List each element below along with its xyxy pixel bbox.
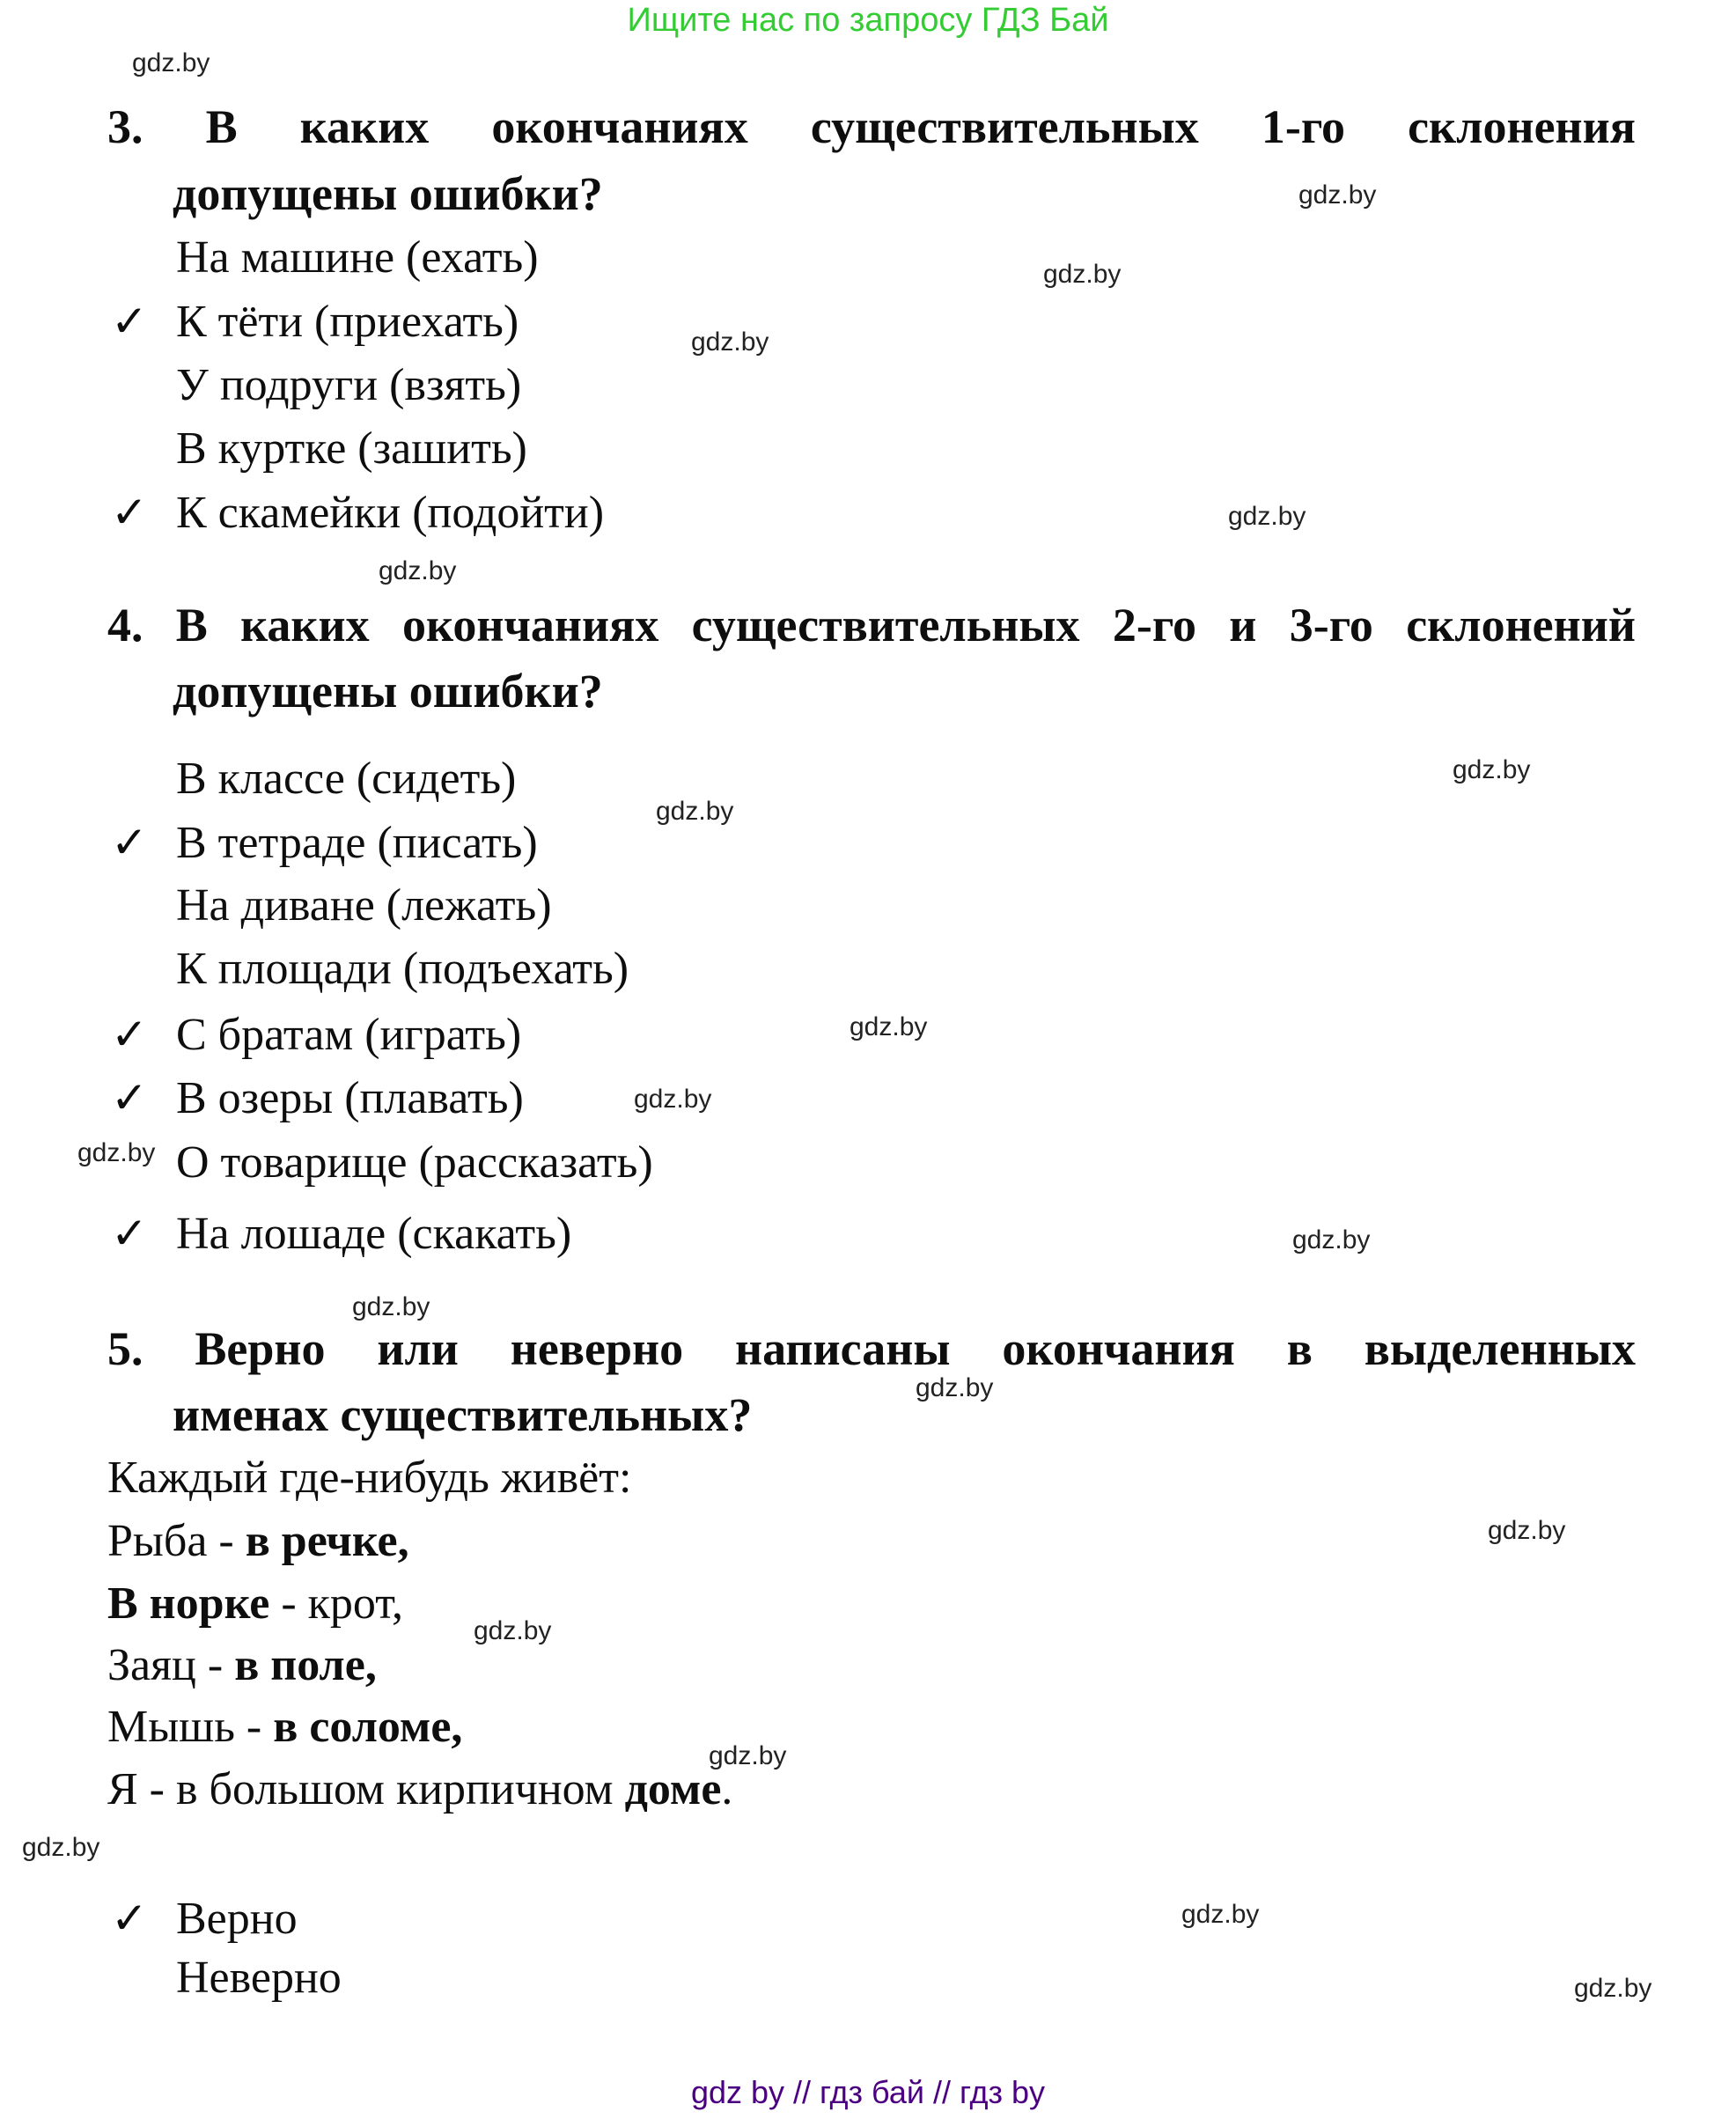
sentence-fish [107, 1516, 409, 1567]
watermark-gdzby: gdz.by [1453, 755, 1531, 784]
question-5-title-line1: 5. Верно или неверно написаны окончания в выделенных [107, 1322, 1636, 1375]
q4-option-5 [111, 1009, 521, 1061]
checkmark-icon: ✓ [111, 1893, 148, 1944]
watermark-gdzby: gdz.by [1228, 502, 1306, 531]
footer-watermark: gdz by // гдз бай // гдз by [690, 2074, 1046, 2110]
watermark-gdzby: gdz.by [1292, 1225, 1371, 1254]
q4-option-3 [111, 880, 552, 931]
watermark-gdzby: gdz.by [634, 1085, 712, 1114]
watermark-gdzby: gdz.by [1043, 260, 1122, 289]
q3-option-2 [111, 296, 519, 348]
sentence-text: Мышь - [107, 1702, 274, 1752]
sentence-text: - крот, [269, 1578, 404, 1629]
q5-option-false [111, 1953, 342, 2004]
option-label: У подруги (взять) [176, 360, 522, 410]
q4-option-7 [111, 1137, 653, 1188]
checkmark-icon: ✓ [111, 296, 148, 347]
sentence-text-bold: доме [624, 1764, 722, 1814]
option-label: Верно [176, 1894, 298, 1944]
watermark-gdzby: gdz.by [132, 48, 210, 77]
q4-option-6 [111, 1072, 524, 1124]
sentence-me [107, 1764, 732, 1815]
watermark-gdzby: gdz.by [691, 327, 769, 357]
sentence-text-bold: в соломе, [273, 1702, 463, 1752]
option-label: О товарище (рассказать) [176, 1137, 653, 1188]
checkmark-icon: ✓ [111, 1208, 148, 1259]
option-label: К скамейки (подойти) [176, 488, 605, 538]
q4-option-4 [111, 944, 629, 995]
watermark-gdzby: gdz.by [916, 1373, 994, 1402]
watermark-gdzby: gdz.by [22, 1833, 100, 1862]
sentence-text: . [721, 1764, 733, 1814]
watermark-gdzby: gdz.by [656, 797, 734, 826]
sentence-text: Заяц - [107, 1640, 235, 1690]
watermark-gdzby: gdz.by [379, 556, 457, 585]
option-label: На машине (ехать) [176, 232, 539, 283]
option-label: К тёти (приехать) [176, 297, 519, 347]
sentence-intro [107, 1453, 631, 1504]
q3-option-5 [111, 487, 604, 539]
sentence-text: Рыба - [107, 1516, 246, 1566]
sentence-mole [107, 1578, 403, 1630]
sentence-text-bold: В норке [107, 1578, 270, 1629]
q5-option-true [111, 1893, 298, 1945]
q4-option-1 [111, 754, 516, 805]
question-4-title-line2: допущены ошибки? [173, 665, 603, 717]
sentence-text-bold: в поле, [234, 1640, 377, 1690]
sentence-text-bold: в речке, [245, 1516, 409, 1566]
option-label: С братам (играть) [176, 1010, 522, 1060]
option-label: В классе (сидеть) [176, 754, 517, 804]
question-4-title-line1: 4. В каких окончаниях существительных 2-го и 3-го склонений [107, 599, 1636, 651]
sentence-text: Каждый где-нибудь живёт: [107, 1453, 632, 1503]
checkmark-icon: ✓ [111, 1009, 148, 1060]
sentence-text: Я - в большом кирпичном [107, 1764, 625, 1814]
checkmark-icon: ✓ [111, 1072, 148, 1123]
watermark-gdzby: gdz.by [1181, 1900, 1260, 1929]
option-label: Неверно [176, 1953, 342, 2003]
checkmark-icon: ✓ [111, 487, 148, 538]
q3-option-1 [111, 232, 539, 283]
sentence-hare [107, 1640, 377, 1691]
option-label: В куртке (зашить) [176, 423, 527, 474]
checkmark-icon: ✓ [111, 817, 148, 868]
q4-option-8 [111, 1208, 571, 1260]
option-label: В озеры (плавать) [176, 1073, 524, 1123]
question-3-title-line2: допущены ошибки? [173, 167, 603, 220]
watermark-gdzby: gdz.by [1488, 1516, 1566, 1545]
q3-option-4 [111, 423, 527, 475]
watermark-gdzby: gdz.by [1298, 180, 1377, 210]
q4-option-2 [111, 817, 538, 869]
option-label: На диване (лежать) [176, 880, 552, 931]
watermark-gdzby: gdz.by [77, 1138, 156, 1167]
option-label: В тетраде (писать) [176, 818, 538, 868]
watermark-gdzby: gdz.by [1574, 1974, 1652, 2003]
sentence-mouse [107, 1702, 462, 1753]
question-5-title-line2: именах существительных? [173, 1388, 753, 1441]
watermark-gdzby: gdz.by [850, 1012, 928, 1041]
question-3-title-line1: 3. В каких окончаниях существительных 1-го склонения [107, 100, 1636, 153]
option-label: К площади (подъехать) [176, 944, 629, 994]
option-label: На лошаде (скакать) [176, 1209, 572, 1259]
watermark-gdzby: gdz.by [709, 1741, 787, 1770]
watermark-gdzby: gdz.by [352, 1292, 430, 1321]
watermark-gdzby: gdz.by [474, 1616, 552, 1645]
promo-banner: Ищите нас по запросу ГДЗ Бай [627, 2, 1109, 39]
q3-option-3 [111, 360, 521, 411]
